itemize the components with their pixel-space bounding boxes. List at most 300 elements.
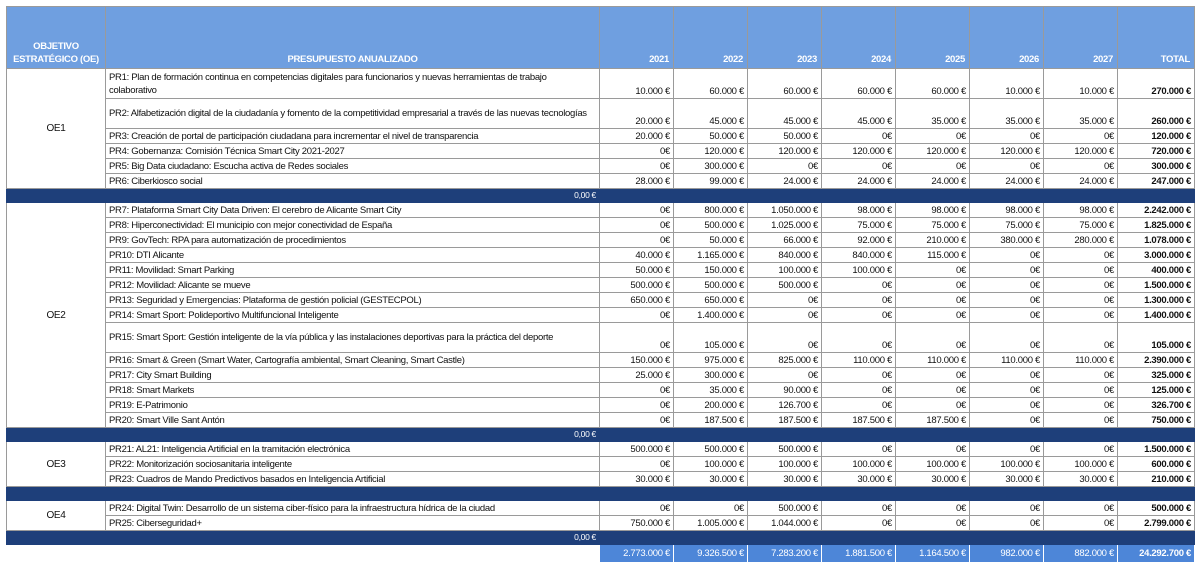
year-value: 0€: [896, 368, 970, 383]
separator-cell: [896, 189, 970, 203]
year-value: 100.000 €: [970, 457, 1044, 472]
grand-total-value: 1.881.500 €: [822, 545, 896, 563]
year-value: 0€: [600, 203, 674, 218]
project-description: PR17: City Smart Building: [106, 368, 600, 383]
year-value: 75.000 €: [896, 218, 970, 233]
year-value: 0€: [896, 383, 970, 398]
year-value: 0€: [1044, 383, 1118, 398]
row-total: 1.500.000 €: [1118, 442, 1195, 457]
year-value: 10.000 €: [1044, 69, 1118, 99]
objective-label: OE1: [7, 69, 106, 189]
table-row: [7, 323, 1195, 353]
year-value: 0€: [1044, 442, 1118, 457]
year-value: 0€: [970, 308, 1044, 323]
year-value: 0€: [822, 501, 896, 516]
year-value: 500.000 €: [674, 442, 748, 457]
table-row: [7, 501, 1195, 516]
year-value: 187.500 €: [822, 413, 896, 428]
table-row: [7, 383, 1195, 398]
project-description: PR14: Smart Sport: Polideportivo Multifuncional Inteligente: [106, 308, 600, 323]
row-total: 1.300.000 €: [1118, 293, 1195, 308]
separator-cell: [896, 531, 970, 545]
year-value: 0€: [970, 383, 1044, 398]
year-value: 110.000 €: [970, 353, 1044, 368]
year-value: 500.000 €: [748, 442, 822, 457]
year-value: 30.000 €: [1044, 472, 1118, 487]
separator-cell: [970, 428, 1044, 442]
year-value: 150.000 €: [674, 263, 748, 278]
year-value: 500.000 €: [748, 501, 822, 516]
year-value: 0€: [970, 413, 1044, 428]
project-description: PR24: Digital Twin: Desarrollo de un sistema ciber-físico para la infraestructura hídrica de la ciudad: [106, 501, 600, 516]
table-row: [7, 442, 1195, 457]
year-value: 100.000 €: [1044, 457, 1118, 472]
year-value: 187.500 €: [896, 413, 970, 428]
year-value: 10.000 €: [970, 69, 1044, 99]
year-value: 800.000 €: [674, 203, 748, 218]
year-value: 0€: [822, 368, 896, 383]
row-total: 260.000 €: [1118, 99, 1195, 129]
separator-cell: [748, 189, 822, 203]
table-row: [7, 129, 1195, 144]
year-value: 120.000 €: [822, 144, 896, 159]
year-value: 115.000 €: [896, 248, 970, 263]
year-value: 0€: [896, 263, 970, 278]
year-value: 60.000 €: [896, 69, 970, 99]
project-description: PR12: Movilidad: Alicante se mueve: [106, 278, 600, 293]
project-description: PR11: Movilidad: Smart Parking: [106, 263, 600, 278]
year-value: 0€: [822, 516, 896, 531]
year-value: 100.000 €: [674, 457, 748, 472]
group-separator: [7, 531, 1195, 545]
separator-cell: [1044, 189, 1118, 203]
separator-cell: [674, 487, 748, 501]
project-description: PR1: Plan de formación continua en competencias digitales para funcionarios y nuevas herramientas de trabajo colaborativo: [106, 69, 600, 99]
objective-label: OE4: [7, 501, 106, 531]
row-total: 210.000 €: [1118, 472, 1195, 487]
year-value: 30.000 €: [600, 472, 674, 487]
year-value: 0€: [1044, 248, 1118, 263]
year-value: 0€: [600, 457, 674, 472]
year-value: 45.000 €: [674, 99, 748, 129]
table-row: [7, 99, 1195, 129]
grand-total-value: 1.164.500 €: [896, 545, 970, 563]
year-value: 66.000 €: [748, 233, 822, 248]
table-body: [7, 69, 1195, 563]
year-value: 92.000 €: [822, 233, 896, 248]
year-value: 0€: [822, 278, 896, 293]
year-value: 45.000 €: [822, 99, 896, 129]
year-value: 98.000 €: [970, 203, 1044, 218]
budget-table: [6, 6, 1195, 563]
row-total: 1.500.000 €: [1118, 278, 1195, 293]
separator-cell: [970, 531, 1044, 545]
row-total: 300.000 €: [1118, 159, 1195, 174]
year-value: 28.000 €: [600, 174, 674, 189]
group-subtotal: 0,00 €: [7, 531, 600, 545]
year-value: 0€: [896, 293, 970, 308]
year-value: 0€: [970, 293, 1044, 308]
year-value: 825.000 €: [748, 353, 822, 368]
year-value: 0€: [1044, 323, 1118, 353]
year-value: 110.000 €: [822, 353, 896, 368]
table-row: [7, 263, 1195, 278]
year-value: 90.000 €: [748, 383, 822, 398]
year-value: 60.000 €: [674, 69, 748, 99]
row-total: 750.000 €: [1118, 413, 1195, 428]
row-total: 600.000 €: [1118, 457, 1195, 472]
year-header: 2024: [822, 7, 896, 69]
year-value: 0€: [822, 442, 896, 457]
year-value: 1.165.000 €: [674, 248, 748, 263]
year-value: 500.000 €: [748, 278, 822, 293]
year-value: 0€: [748, 159, 822, 174]
table-row: [7, 293, 1195, 308]
project-description: PR2: Alfabetización digital de la ciudadanía y fomento de la competitividad empresarial a través de las nuevas tecnologías: [106, 99, 600, 129]
year-value: 650.000 €: [600, 293, 674, 308]
separator-cell: [674, 189, 748, 203]
year-value: 1.050.000 €: [748, 203, 822, 218]
year-value: 0€: [600, 413, 674, 428]
year-value: 300.000 €: [674, 368, 748, 383]
row-total: 1.400.000 €: [1118, 308, 1195, 323]
year-value: 0€: [896, 159, 970, 174]
year-value: 30.000 €: [822, 472, 896, 487]
year-value: 650.000 €: [674, 293, 748, 308]
year-value: 60.000 €: [748, 69, 822, 99]
year-header: 2022: [674, 7, 748, 69]
group-subtotal: [7, 487, 600, 501]
separator-cell: [600, 189, 674, 203]
separator-cell: [822, 428, 896, 442]
year-value: 50.000 €: [674, 233, 748, 248]
separator-cell: [970, 189, 1044, 203]
year-value: 0€: [896, 278, 970, 293]
table-row: [7, 159, 1195, 174]
year-value: 99.000 €: [674, 174, 748, 189]
objective-header: OBJETIVO ESTRATÉGICO (OE): [7, 7, 106, 69]
year-value: 0€: [822, 323, 896, 353]
year-value: 35.000 €: [896, 99, 970, 129]
year-value: 100.000 €: [748, 263, 822, 278]
group-separator: [7, 189, 1195, 203]
project-description: PR22: Monitorización sociosanitaria inteligente: [106, 457, 600, 472]
year-value: 105.000 €: [674, 323, 748, 353]
grand-total-row: [7, 545, 1195, 563]
project-description: PR21: AL21: Inteligencia Artificial en la tramitación electrónica: [106, 442, 600, 457]
project-description: PR6: Ciberkiosco social: [106, 174, 600, 189]
year-value: 20.000 €: [600, 99, 674, 129]
year-value: 0€: [600, 159, 674, 174]
project-description: PR15: Smart Sport: Gestión inteligente de la vía pública y las instalaciones deportivas para la práctica del deporte: [106, 323, 600, 353]
year-value: 0€: [600, 308, 674, 323]
year-value: 750.000 €: [600, 516, 674, 531]
separator-cell: [1044, 428, 1118, 442]
year-value: 0€: [600, 383, 674, 398]
year-value: 120.000 €: [970, 144, 1044, 159]
year-value: 500.000 €: [674, 218, 748, 233]
separator-cell: [600, 428, 674, 442]
row-total: 1.825.000 €: [1118, 218, 1195, 233]
project-description: PR20: Smart Ville Sant Antón: [106, 413, 600, 428]
year-value: 300.000 €: [674, 159, 748, 174]
year-value: 840.000 €: [822, 248, 896, 263]
row-total: 125.000 €: [1118, 383, 1195, 398]
year-value: 24.000 €: [1044, 174, 1118, 189]
year-value: 0€: [1044, 501, 1118, 516]
year-value: 975.000 €: [674, 353, 748, 368]
year-value: 380.000 €: [970, 233, 1044, 248]
year-value: 24.000 €: [896, 174, 970, 189]
table-row: [7, 353, 1195, 368]
year-value: 126.700 €: [748, 398, 822, 413]
row-total: 2.390.000 €: [1118, 353, 1195, 368]
year-value: 35.000 €: [1044, 99, 1118, 129]
separator-cell: [822, 487, 896, 501]
grand-total-value: 982.000 €: [970, 545, 1044, 563]
year-value: 24.000 €: [970, 174, 1044, 189]
row-total: 270.000 €: [1118, 69, 1195, 99]
year-value: 0€: [600, 218, 674, 233]
row-total: 1.078.000 €: [1118, 233, 1195, 248]
year-value: 0€: [970, 442, 1044, 457]
year-value: 24.000 €: [748, 174, 822, 189]
year-value: 24.000 €: [822, 174, 896, 189]
grand-total-blank: [7, 545, 600, 563]
project-description: PR23: Cuadros de Mando Predictivos basados en Inteligencia Artificial: [106, 472, 600, 487]
year-value: 120.000 €: [896, 144, 970, 159]
separator-cell: [896, 487, 970, 501]
project-description: PR9: GovTech: RPA para automatización de procedimientos: [106, 233, 600, 248]
table-row: [7, 413, 1195, 428]
separator-cell: [748, 428, 822, 442]
year-header: 2027: [1044, 7, 1118, 69]
year-value: 0€: [896, 398, 970, 413]
year-value: 30.000 €: [674, 472, 748, 487]
year-value: 187.500 €: [748, 413, 822, 428]
table-row: [7, 69, 1195, 99]
year-value: 0€: [1044, 398, 1118, 413]
row-total: 400.000 €: [1118, 263, 1195, 278]
year-value: 50.000 €: [748, 129, 822, 144]
project-description: PR13: Seguridad y Emergencias: Plataforma de gestión policial (GESTECPOL): [106, 293, 600, 308]
year-value: 25.000 €: [600, 368, 674, 383]
year-value: 1.025.000 €: [748, 218, 822, 233]
year-value: 0€: [896, 129, 970, 144]
year-value: 840.000 €: [748, 248, 822, 263]
year-value: 187.500 €: [674, 413, 748, 428]
row-total: 2.799.000 €: [1118, 516, 1195, 531]
year-value: 75.000 €: [970, 218, 1044, 233]
separator-cell: [1118, 189, 1195, 203]
year-value: 45.000 €: [748, 99, 822, 129]
year-value: 280.000 €: [1044, 233, 1118, 248]
year-value: 110.000 €: [896, 353, 970, 368]
year-value: 30.000 €: [748, 472, 822, 487]
year-value: 0€: [822, 159, 896, 174]
year-value: 100.000 €: [822, 263, 896, 278]
year-value: 0€: [970, 159, 1044, 174]
budget-header: PRESUPUESTO ANUALIZADO: [106, 7, 600, 69]
table-row: [7, 233, 1195, 248]
grand-total-value: 7.283.200 €: [748, 545, 822, 563]
year-value: 98.000 €: [822, 203, 896, 218]
year-value: 0€: [822, 308, 896, 323]
year-value: 0€: [600, 501, 674, 516]
year-value: 0€: [1044, 368, 1118, 383]
project-description: PR16: Smart & Green (Smart Water, Cartografía ambiental, Smart Cleaning, Smart Castle): [106, 353, 600, 368]
objective-label: OE2: [7, 203, 106, 428]
year-value: 500.000 €: [600, 442, 674, 457]
table-row: [7, 457, 1195, 472]
project-description: PR7: Plataforma Smart City Data Driven: El cerebro de Alicante Smart City: [106, 203, 600, 218]
year-value: 1.044.000 €: [748, 516, 822, 531]
project-description: PR8: Hiperconectividad: El municipio con mejor conectividad de España: [106, 218, 600, 233]
year-value: 150.000 €: [600, 353, 674, 368]
group-separator: [7, 428, 1195, 442]
year-value: 0€: [970, 516, 1044, 531]
group-separator: [7, 487, 1195, 501]
year-value: 98.000 €: [1044, 203, 1118, 218]
year-value: 35.000 €: [970, 99, 1044, 129]
separator-cell: [1044, 487, 1118, 501]
year-value: 0€: [896, 442, 970, 457]
year-value: 0€: [970, 263, 1044, 278]
project-description: PR4: Gobernanza: Comisión Técnica Smart City 2021-2027: [106, 144, 600, 159]
separator-cell: [1118, 487, 1195, 501]
separator-cell: [896, 428, 970, 442]
year-value: 100.000 €: [748, 457, 822, 472]
separator-cell: [600, 531, 674, 545]
year-value: 0€: [896, 323, 970, 353]
year-value: 0€: [970, 129, 1044, 144]
year-value: 0€: [970, 278, 1044, 293]
grand-total: 24.292.700 €: [1118, 545, 1195, 563]
row-total: 247.000 €: [1118, 174, 1195, 189]
year-value: 0€: [896, 501, 970, 516]
separator-cell: [1118, 531, 1195, 545]
year-header: 2023: [748, 7, 822, 69]
table-row: [7, 248, 1195, 263]
group-subtotal: 0,00 €: [7, 428, 600, 442]
year-value: 0€: [896, 308, 970, 323]
year-value: 0€: [600, 398, 674, 413]
year-value: 0€: [674, 501, 748, 516]
grand-total-value: 2.773.000 €: [600, 545, 674, 563]
project-description: PR5: Big Data ciudadano: Escucha activa de Redes sociales: [106, 159, 600, 174]
separator-cell: [1044, 531, 1118, 545]
objective-label: OE3: [7, 442, 106, 487]
row-total: 2.242.000 €: [1118, 203, 1195, 218]
year-value: 120.000 €: [748, 144, 822, 159]
year-value: 0€: [1044, 308, 1118, 323]
year-value: 0€: [1044, 159, 1118, 174]
year-value: 50.000 €: [674, 129, 748, 144]
year-value: 500.000 €: [674, 278, 748, 293]
table-row: [7, 144, 1195, 159]
year-value: 30.000 €: [970, 472, 1044, 487]
project-description: PR3: Creación de portal de participación ciudadana para incrementar el nivel de transparencia: [106, 129, 600, 144]
year-value: 100.000 €: [822, 457, 896, 472]
separator-cell: [822, 531, 896, 545]
year-value: 0€: [822, 383, 896, 398]
row-total: 326.700 €: [1118, 398, 1195, 413]
project-description: PR19: E-Patrimonio: [106, 398, 600, 413]
year-value: 0€: [896, 516, 970, 531]
grand-total-value: 9.326.500 €: [674, 545, 748, 563]
table-row: [7, 368, 1195, 383]
year-header: 2021: [600, 7, 674, 69]
row-total: 325.000 €: [1118, 368, 1195, 383]
year-value: 0€: [970, 323, 1044, 353]
year-value: 0€: [600, 233, 674, 248]
row-total: 500.000 €: [1118, 501, 1195, 516]
separator-cell: [674, 428, 748, 442]
year-value: 0€: [822, 129, 896, 144]
table-row: [7, 218, 1195, 233]
year-value: 0€: [748, 293, 822, 308]
year-value: 210.000 €: [896, 233, 970, 248]
year-value: 0€: [1044, 129, 1118, 144]
table-header: [7, 7, 1195, 69]
total-header: TOTAL: [1118, 7, 1195, 69]
separator-cell: [822, 189, 896, 203]
year-value: 100.000 €: [896, 457, 970, 472]
year-value: 0€: [970, 398, 1044, 413]
row-total: 3.000.000 €: [1118, 248, 1195, 263]
table-row: [7, 398, 1195, 413]
group-subtotal: 0,00 €: [7, 189, 600, 203]
year-value: 60.000 €: [822, 69, 896, 99]
year-value: 0€: [600, 323, 674, 353]
year-value: 500.000 €: [600, 278, 674, 293]
year-value: 0€: [1044, 413, 1118, 428]
year-value: 0€: [1044, 516, 1118, 531]
table-row: [7, 308, 1195, 323]
year-value: 0€: [970, 501, 1044, 516]
project-description: PR10: DTI Alicante: [106, 248, 600, 263]
year-value: 0€: [1044, 278, 1118, 293]
row-total: 720.000 €: [1118, 144, 1195, 159]
table-row: [7, 203, 1195, 218]
table-row: [7, 472, 1195, 487]
grand-total-value: 882.000 €: [1044, 545, 1118, 563]
year-header: 2025: [896, 7, 970, 69]
year-header: 2026: [970, 7, 1044, 69]
year-value: 30.000 €: [896, 472, 970, 487]
year-value: 35.000 €: [674, 383, 748, 398]
separator-cell: [748, 487, 822, 501]
table-row: [7, 516, 1195, 531]
year-value: 10.000 €: [600, 69, 674, 99]
separator-cell: [1118, 428, 1195, 442]
year-value: 98.000 €: [896, 203, 970, 218]
year-value: 110.000 €: [1044, 353, 1118, 368]
year-value: 0€: [822, 293, 896, 308]
separator-cell: [674, 531, 748, 545]
table-row: [7, 278, 1195, 293]
year-value: 200.000 €: [674, 398, 748, 413]
year-value: 1.400.000 €: [674, 308, 748, 323]
table-row: [7, 174, 1195, 189]
year-value: 75.000 €: [822, 218, 896, 233]
year-value: 20.000 €: [600, 129, 674, 144]
year-value: 0€: [748, 308, 822, 323]
separator-cell: [748, 531, 822, 545]
project-description: PR25: Ciberseguridad+: [106, 516, 600, 531]
year-value: 120.000 €: [1044, 144, 1118, 159]
year-value: 0€: [822, 398, 896, 413]
